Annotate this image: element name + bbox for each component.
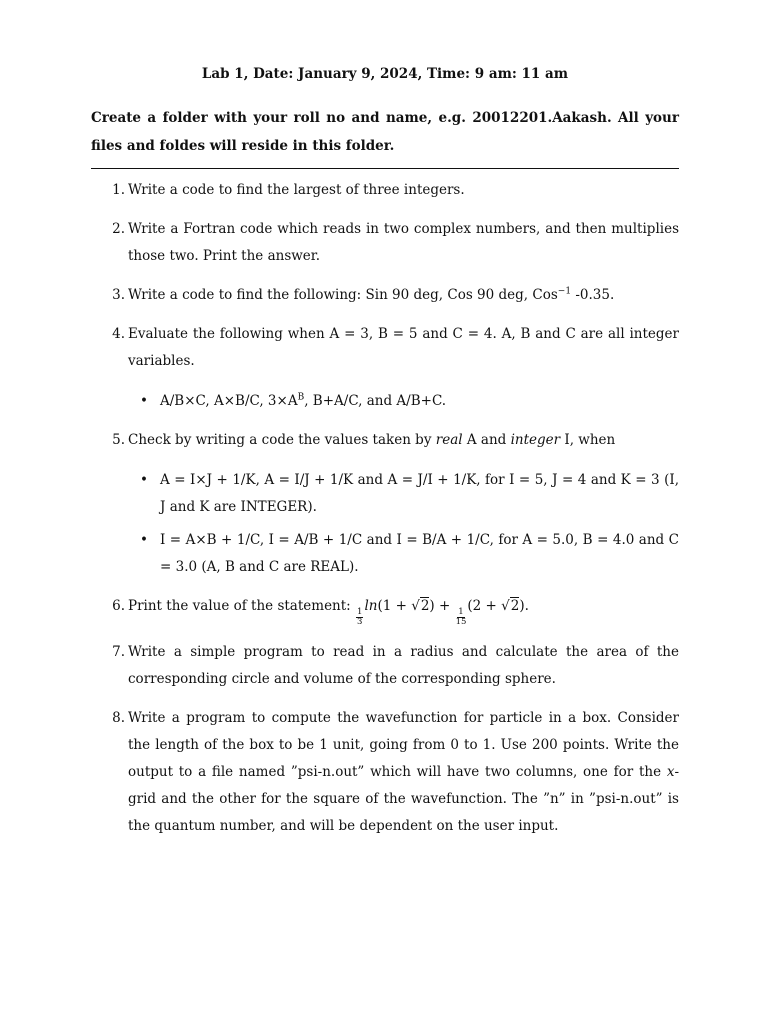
superscript: B xyxy=(297,392,305,403)
question-number: 4. xyxy=(112,326,125,342)
emphasis-real: real xyxy=(435,432,463,448)
intro-paragraph: Create a folder with your roll no and name, e.g. 20012201.Aakash. All your files and foldes will reside in this folder. xyxy=(91,110,679,154)
question-text: Write a Fortran code which reads in two complex numbers, and then multiplies those two. Print the answer. xyxy=(128,221,679,264)
question-text: Evaluate the following when A = 3, B = 5 and C = 4. A, B and C are all integer variables. xyxy=(128,326,679,369)
question-8 xyxy=(91,705,679,840)
question-text-end: -0.35. xyxy=(571,287,615,303)
question-3 xyxy=(91,282,679,309)
question-text-mid: A and xyxy=(462,432,511,448)
question-6 xyxy=(91,593,679,627)
question-2 xyxy=(91,216,679,270)
fraction-one-third xyxy=(356,608,363,627)
bullet-text: I = A×B + 1/C, I = A/B + 1/C and I = B/A + 1/C, for A = 5.0, B = 4.0 and C = 3.0 (A, B and C are REAL). xyxy=(160,532,679,575)
bullet-text: A/B×C, A×B/C, 3×A xyxy=(160,393,298,409)
question-4 xyxy=(91,321,679,415)
question-number: 6. xyxy=(112,598,125,614)
question-number: 8. xyxy=(112,710,125,726)
fraction-denominator: 3 xyxy=(357,617,363,627)
fraction-denominator: 15 xyxy=(455,617,467,627)
question-number: 5. xyxy=(112,432,125,448)
fraction-numerator: 1 xyxy=(357,607,363,617)
bullet-icon: • xyxy=(140,532,148,548)
math-text: (2 + √ xyxy=(467,598,510,614)
page-title: Lab 1, Date: January 9, 2024, Time: 9 am: 11 am xyxy=(201,66,569,82)
question-text: Write a code to find the following: Sin 90 deg, Cos 90 deg, Cos xyxy=(128,287,558,303)
ln-function: ln xyxy=(364,598,378,614)
math-text: (1 + √ xyxy=(377,598,420,614)
sqrt-radicand: 2 xyxy=(420,598,430,614)
question-5 xyxy=(91,427,679,581)
bullet-icon: • xyxy=(140,472,148,488)
question-text: Check by writing a code the values taken by xyxy=(128,432,436,448)
question-text: Print the value of the statement: xyxy=(128,598,356,614)
emphasis-integer: integer xyxy=(510,432,561,448)
question-number: 2. xyxy=(112,221,125,237)
emphasis-x: x xyxy=(666,764,675,780)
question-list xyxy=(91,177,679,852)
question-text: Write a simple program to read in a radius and calculate the area of the corresponding circle and volume of the corresponding sphere. xyxy=(128,644,679,687)
bullet-item xyxy=(128,467,679,521)
question-text: Write a program to compute the wavefunction for particle in a box. Consider the length of the box to be 1 unit, going from 0 to 1. Use 200 points. Write the output to a file named ”psi-n.out” which will have two columns, one for the xyxy=(128,710,679,780)
question-number: 3. xyxy=(112,287,125,303)
question-text: Write a code to find the largest of three integers. xyxy=(128,182,465,198)
bullet-text: A = I×J + 1/K, A = I/J + 1/K and A = J/I + 1/K, for I = 5, J = 4 and K = 3 (I, J and K are INTEGER). xyxy=(160,472,679,515)
question-text-end: I, when xyxy=(560,432,616,448)
math-text: ). xyxy=(519,598,529,614)
bullet-item xyxy=(128,388,679,415)
question-text-end: -grid and the other for the square of the wavefunction. The ”n” in ”psi-n.out” is the quantum number, and will be dependent on the user input. xyxy=(128,764,679,834)
superscript: −1 xyxy=(557,286,572,297)
bullet-text-end: , B+A/C, and A/B+C. xyxy=(304,393,447,409)
question-1 xyxy=(91,177,679,204)
fraction-numerator: 1 xyxy=(458,607,464,617)
question-number: 7. xyxy=(112,644,125,660)
fraction-one-fifteenth xyxy=(456,608,467,627)
sqrt-radicand: 2 xyxy=(510,598,520,614)
question-7 xyxy=(91,639,679,693)
question-number: 1. xyxy=(112,182,125,198)
bullet-icon: • xyxy=(140,393,148,409)
bullet-item xyxy=(128,527,679,581)
math-text: ) + xyxy=(429,598,455,614)
divider xyxy=(91,168,679,169)
